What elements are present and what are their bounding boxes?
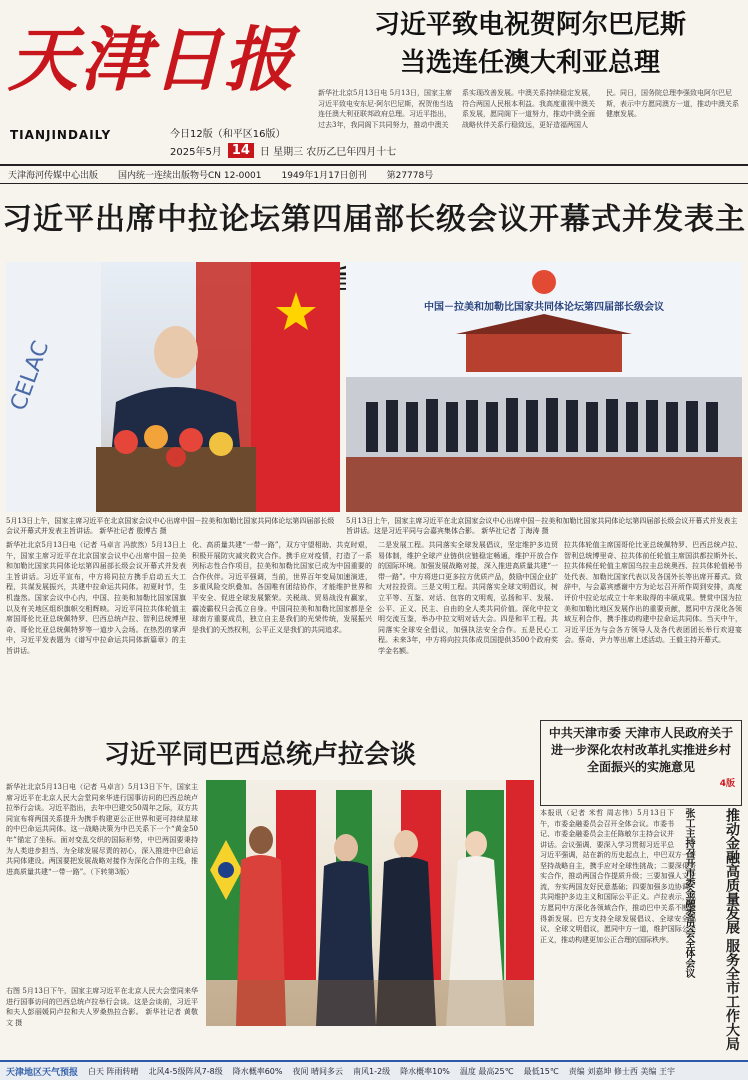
- photo-speaker-illustration: [6, 262, 340, 512]
- date-prefix: 2025年5月: [170, 147, 222, 158]
- issue-number: 第27778号: [386, 171, 434, 181]
- photo-lula-meeting[interactable]: [206, 780, 534, 1026]
- photo1-sign-text: CELAC: [6, 337, 55, 415]
- main-article-col3: 二是发展工程。共同落实全球发展倡议，坚定维护多边贸易体制，维护全球产业链供应链稳定畅通，维护开放合作的国际环境。加强发展战略对接，深入推进高质量共建“一带一路”。中方将进口更多拉方优质产品，鼓励中国企业扩大对拉投资。三是文明工程。共同落实全球文明倡议，树立平等、互鉴、对话、包容的文明观，弘扬和平、发展、公平、正义、民主、自由的全人类共同价值。深化中拉文明交流互鉴，举办中拉文明对话大会。四是和平工程。共同落实全球安全倡议，加强执法安全合作。五是民心工程。未来3年，中方将向拉共体成员国提供3500个政府奖学金名额。: [378, 541, 558, 655]
- weather-day: 白天 阵雨转晴: [88, 1066, 139, 1076]
- photo-group-illustration: [346, 262, 742, 512]
- vertical-headline[interactable]: [700, 808, 742, 1060]
- policy-notice-box[interactable]: [540, 720, 742, 806]
- weather-night: 夜间 晴间多云: [292, 1066, 344, 1076]
- weather-night-rain: 降水概率10%: [400, 1066, 450, 1076]
- photo2-caption: 5月13日上午，国家主席习近平在北京国家会议中心出席中国－拉美和加勒比国家共同体论坛第四届部长级会议开幕式并发表主旨讲话。这是习近平同与会嘉宾集体合影。 新华社记者 丁海涛 摄: [346, 517, 738, 535]
- weather-forecast-bar: [0, 1060, 748, 1080]
- weather-title: 天津地区天气预报: [6, 1067, 79, 1078]
- lead-headline[interactable]: [318, 6, 742, 82]
- photo-speaker-podium[interactable]: [6, 262, 340, 512]
- publisher: 天津海河传媒中心出版: [8, 171, 99, 181]
- policy-notice-page[interactable]: 4版: [719, 779, 735, 789]
- main-article-col1: 新华社北京5月13日电（记者 马卓言 冯歆然）5月13日上午，国家主席习近平在北京国家会议中心出席中国－拉美和加勒比国家共同体论坛第四届部长级会议开幕式并发表主旨讲话。习近平宣布，中方将同拉方携手启动五大工程，共谋发展振兴，共建中拉命运共同体。初夏时节，生机盎然。国家会议中心内，中国、拉美和加勒比国家国旗以及有关地区组织旗帜交相辉映。习近平同拉共体轮值主席国哥伦比亚总统佩特罗、巴西总统卢拉、智利总统博里奇、哥伦比亚总统佩特罗等一道步入会场。在热烈的掌声中，习近平发表题为《谱写中拉命运共同体新篇章》的主旨讲话。: [6, 541, 186, 655]
- main-article-col2: 化、高质量共建“一带一路”，双方守望相助、共克时艰，积极开展防灾减灾救灾合作。携手应对疫情，打造了一系列标志性合作项目，拉美和加勒比国家已成为中国重要的合作伙伴。习近平强调，当前，世界百年变局加速演进，多重风险交织叠加。各国唯有团结协作，才能维护世界和平安全、促进全球发展繁荣。关税战、贸易战没有赢家，霸凌霸权只会孤立自身。中国同拉美和加勒比国家都是全球南方重要成员，独立自主是我们的光荣传统，发展振兴是我们的天然权利，公平正义是我们的共同追求。: [192, 541, 372, 634]
- second-article-col2: 习近平强调，站在新的历史起点上，中巴双方一要坚持战略自主，携手应对全球性挑战；二要深化务实合作，推动两国合作提质升级；三要加强人文交流，夯实两国友好民意基础；四要加强多边协调，共同维护多边主义和国际公平正义。卢拉表示，巴方愿同中方深化各领域合作，推动巴中关系不断取得新发展。巴方支持全球发展倡议、全球安全倡议、全球文明倡议，愿同中方一道，维护国际公平正义，推动构建更加公正合理的国际秩序。: [540, 851, 696, 944]
- weather-day-rain: 降水概率60%: [232, 1066, 283, 1076]
- newspaper-logo-en: TIANJINDAILY: [10, 128, 112, 142]
- weather-night-wind: 南风1-2级: [353, 1066, 391, 1076]
- edition-info: 今日12版（和平区16版）: [170, 129, 286, 140]
- policy-notice-title: 中共天津市委 天津市人民政府关于进一步深化农村改革扎实推进乡村全面振兴的实施意见: [548, 726, 734, 774]
- weather-day-wind: 北风4-5级阵风7-8级: [148, 1066, 223, 1076]
- vertical-subheadline: 张工主持召开市委金融委员会全体会议: [683, 808, 694, 978]
- publication-info-bar: [0, 164, 748, 184]
- founded-date: 1949年1月17日创刊: [281, 171, 367, 181]
- masthead: [0, 0, 748, 170]
- date-day: 14: [228, 143, 254, 158]
- second-article-caption: 右图 5月13日下午，国家主席习近平在北京人民大会堂同来华进行国事访问的巴西总统卢拉举行会谈。这是会谈前，习近平和夫人彭丽媛同卢拉和夫人罗桑热拉合影。 新华社记者 黄敬文 摄: [6, 987, 198, 1027]
- lead-article-body: 新华社北京5月13日电 5月13日，国家主席习近平致电安东尼·阿尔巴尼斯，祝贺他当选连任澳大利亚联邦政府总理。习近平指出，过去3年，我同阁下共同努力，推动中澳关系实现改善发展。中澳关系持续稳定发展，符合两国人民根本利益。我高度重视中澳关系发展，愿同阁下一道努力，推动中澳全面战略伙伴关系行稳致远，更好造福两国人民。同日，国务院总理李强致电阿尔巴尼斯，表示中方愿同澳方一道，推动中澳关系健康发展。: [318, 89, 739, 129]
- lead-headline-line2: 当选连任澳大利亚总理: [399, 48, 660, 78]
- editors-credit: 责编 刘嘉坤 修士西 美编 王宇: [568, 1066, 675, 1076]
- weather-low: 最低15℃: [523, 1066, 559, 1076]
- photo1-caption: 5月13日上午，国家主席习近平在北京国家会议中心出席中国－拉美和加勒比国家共同体论坛第四届部长级会议开幕式并发表主旨讲话。 新华社记者 殷博古 摄: [6, 517, 335, 535]
- weather-high: 温度 最高25℃: [459, 1066, 514, 1076]
- right-article-body: 本报讯（记者 米哲 周志伟）5月13日下午，市委金融委员会召开全体会议。市委书记、市委金融委员会主任陈敏尔主持会议并讲话。会议强调，要深入学习贯彻习近平总: [540, 809, 674, 848]
- photo-group-meeting[interactable]: [346, 262, 742, 512]
- serial-number: 国内统一连续出版物号CN 12-0001: [118, 171, 262, 181]
- lead-headline-line1: 习近平致电祝贺阿尔巴尼斯: [373, 10, 686, 40]
- main-headline[interactable]: 习近平出席中拉论坛第四届部长级会议开幕式并发表主旨: [2, 202, 746, 297]
- photo2-banner-text: 中国－拉美和加勒比国家共同体论坛第四届部长级会议: [424, 302, 664, 313]
- dateline: [170, 143, 396, 158]
- second-article-col1: 新华社北京5月13日电（记者 马卓言）5月13日下午，国家主席习近平在北京人民大会堂同来华进行国事访问的巴西总统卢拉举行会谈。习近平指出，去年中巴建交50周年之际，双方共同宣布将两国关系提升为携手构建更公正世界和更可持续星球的中巴命运共同体。这一战略决策为中巴关系下一个“黄金50年”锚定了坐标。面对变乱交织的国际形势，中巴两国要秉持为人类进步担当、为全球发展尽责的初心，深入推进中巴命运共同体建设。两国要把发展战略对接作为深化合作的主线，推进高质量共建“一带一路”。（下转第3版）: [6, 783, 198, 876]
- vertical-headline-main: 推动金融高质量发展 服务全市工作大局: [724, 808, 740, 1051]
- photo-lula-illustration: [206, 780, 534, 1026]
- second-headline[interactable]: 习近平同巴西总统卢拉会谈: [103, 740, 416, 770]
- date-suffix: 日 星期三 农历乙巳年四月十七: [259, 147, 397, 158]
- newspaper-logo: 天津日报: [8, 18, 296, 101]
- main-article-col4: 拉共体轮值主席国哥伦比亚总统佩特罗、巴西总统卢拉、智利总统博里奇、拉共体前任轮值主席国洪都拉斯外长、拉共体候任轮值主席国乌拉圭总统奥西、拉共体轮值秘书处代表、加勒比国家代表以及各国外长等出席开幕式。致辞中，与会嘉宾感谢中方为论坛召开所作周到安排，高度评价中拉论坛成立十年来取得的丰硕成果。赞赏中国为拉美和加勒比地区发展作出的重要贡献，愿同中方深化各领域互利合作，携手推动构建中拉命运共同体。当天中午，习近平还为与会各方领导人及各代表团团长举行欢迎宴会。蔡奇、尹力等出席上述活动。王毅主持开幕式。: [564, 541, 742, 645]
